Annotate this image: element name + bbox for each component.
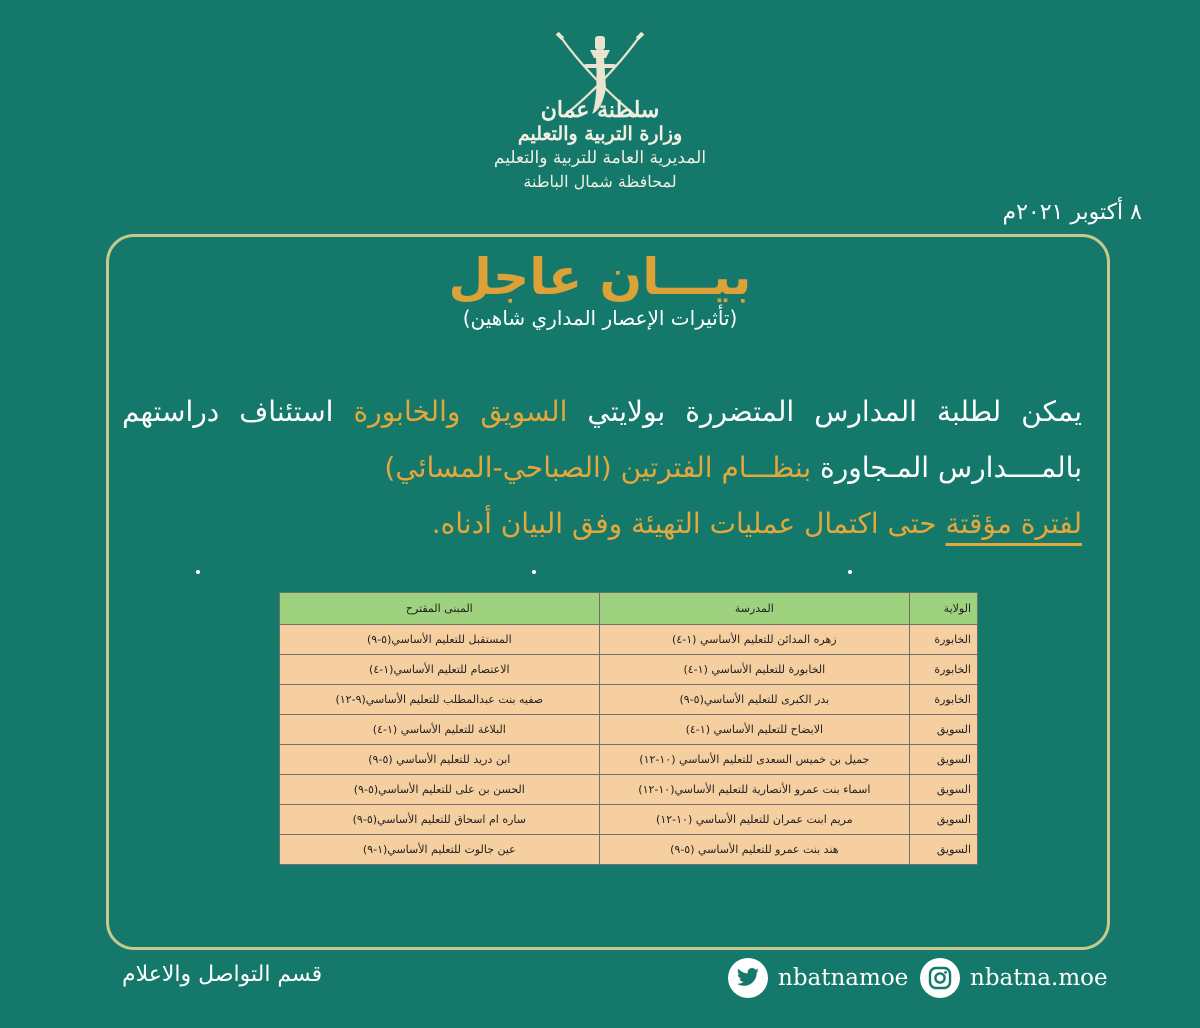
table-row <box>280 775 978 805</box>
para-text-3: حتى اكتمال عمليات التهيئة وفق البيان أدناه. <box>431 507 946 540</box>
instagram-icon <box>920 958 960 998</box>
cell-wilayat: الخابورة <box>910 625 978 655</box>
cell-building: البلاغة للتعليم الأساسي (١-٤) <box>280 715 600 745</box>
instagram-handle: nbatna.moe <box>970 965 1108 991</box>
gov-line-1: سلطنة عمان <box>540 97 660 123</box>
dot-mark <box>532 570 536 574</box>
table-row <box>280 625 978 655</box>
para-highlight-temporary: لفترة مؤقتة <box>945 507 1082 540</box>
para-highlight-shifts: بنظـــام الفترتين (الصباحي-المسائي) <box>384 451 812 484</box>
col-header-building: المبنى المقترح <box>280 593 600 625</box>
dot-mark <box>196 570 200 574</box>
cell-school: زهره المدائن للتعليم الأساسي (١-٤) <box>599 625 909 655</box>
notice-title: بيـــان عاجل <box>448 248 752 306</box>
cell-school: مريم ابنت عمران للتعليم الأساسي (١٠-١٢) <box>599 805 909 835</box>
cell-school: الايضاح للتعليم الأساسي (١-٤) <box>599 715 909 745</box>
cell-school: اسماء بنت عمرو الأنصارية للتعليم الأساسي(١٠-١٢) <box>599 775 909 805</box>
schools-table <box>279 592 978 865</box>
cell-wilayat: السويق <box>910 775 978 805</box>
cell-school: جميل بن خميس السعدى للتعليم الأساسي (١٠-١٢) <box>599 745 909 775</box>
notice-paragraph <box>122 384 1082 552</box>
table-header-row <box>280 593 978 625</box>
table-row <box>280 685 978 715</box>
cell-building: ساره ام اسحاق للتعليم الأساسي(٥-٩) <box>280 805 600 835</box>
cell-building: الحسن بن على للتعليم الأساسي(٥-٩) <box>280 775 600 805</box>
gov-line-2: وزارة التربية والتعليم <box>517 123 683 145</box>
para-highlight-wilayats: السويق والخابورة <box>353 395 568 428</box>
para-text-1: يمكن لطلبة المدارس المتضررة بولايتي <box>567 395 1083 428</box>
table-row <box>280 655 978 685</box>
department-name: قسم التواصل والاعلام <box>122 962 323 987</box>
cell-school: الخابورة للتعليم الأساسي (١-٤) <box>599 655 909 685</box>
cell-wilayat: الخابورة <box>910 685 978 715</box>
notice-subtitle: (تأثيرات الإعصار المداري شاهين) <box>462 306 738 330</box>
gov-line-3: المديرية العامة للتربية والتعليم <box>493 148 707 168</box>
cell-wilayat: الخابورة <box>910 655 978 685</box>
col-header-wilayat: الولاية <box>910 593 978 625</box>
table-row <box>280 835 978 865</box>
cell-building: ابن دريد للتعليم الأساسي (٥-٩) <box>280 745 600 775</box>
cell-building: الاعتصام للتعليم الأساسي(١-٤) <box>280 655 600 685</box>
table-row <box>280 805 978 835</box>
cell-school: بدر الكبرى للتعليم الأساسي(٥-٩) <box>599 685 909 715</box>
notice-date: ٨ أكتوبر ٢٠٢١م <box>1002 200 1142 225</box>
cell-building: المستقبل للتعليم الأساسي(٥-٩) <box>280 625 600 655</box>
cell-wilayat: السويق <box>910 805 978 835</box>
instagram-link[interactable] <box>920 958 1108 998</box>
twitter-link[interactable] <box>728 958 908 998</box>
gov-line-4: لمحافظة شمال الباطنة <box>523 172 677 191</box>
table-row <box>280 715 978 745</box>
cell-school: هند بنت عمرو للتعليم الأساسي (٥-٩) <box>599 835 909 865</box>
para-text-2: استئناف دراستهم بالمــــدارس المـجاورة <box>122 395 1082 484</box>
table-row <box>280 745 978 775</box>
cell-building: صفيه بنت عبدالمطلب للتعليم الأساسي(٩-١٢) <box>280 685 600 715</box>
col-header-school: المدرسة <box>599 593 909 625</box>
cell-wilayat: السويق <box>910 745 978 775</box>
cell-wilayat: السويق <box>910 715 978 745</box>
twitter-icon <box>728 958 768 998</box>
dot-mark <box>848 570 852 574</box>
cell-wilayat: السويق <box>910 835 978 865</box>
ministry-header <box>440 98 760 194</box>
twitter-handle: nbatnamoe <box>778 965 909 991</box>
cell-building: عين جالوت للتعليم الأساسي(١-٩) <box>280 835 600 865</box>
